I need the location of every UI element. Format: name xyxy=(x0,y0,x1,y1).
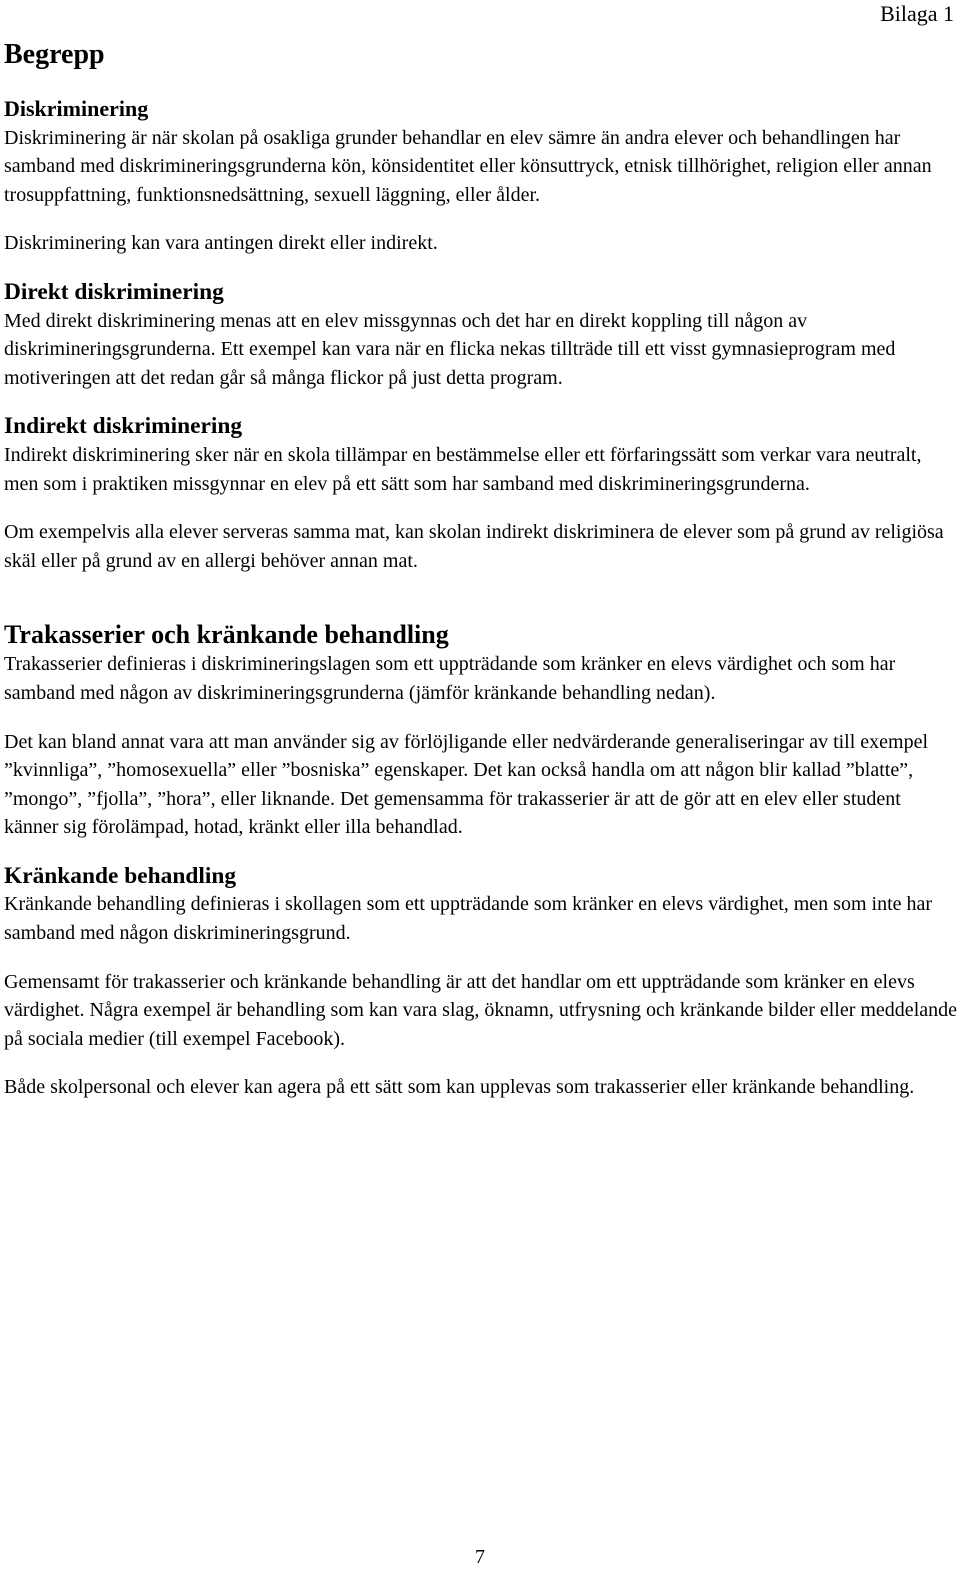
document-body xyxy=(4,95,958,1102)
spacer xyxy=(4,948,958,968)
paragraph-indirekt-definition: Indirekt diskriminering sker när en skola tillämpar en bestämmelse eller ett förfaringssätt som verkar vara neutralt, men som i praktiken missgynnar en elev på ett sätt som har samband med diskrimineringsgrunderna. xyxy=(4,443,922,495)
spacer xyxy=(4,842,958,862)
spacer xyxy=(4,498,958,518)
spacer xyxy=(4,708,958,728)
section-heading-diskriminering: Diskriminering xyxy=(4,96,149,121)
spacer xyxy=(4,209,958,229)
spacer xyxy=(4,575,958,617)
spacer xyxy=(4,258,958,278)
paragraph-krankande-common: Gemensamt för trakasserier och kränkande behandling är att det handlar om ett uppträdande som kränker en elevs värdighet. Några exempel är behandling som kan vara slag, öknamn, utfrysning och kränkande bilder eller meddelande på sociala medier (till exempel Facebook). xyxy=(4,970,957,1050)
section-heading-indirekt: Indirekt diskriminering xyxy=(4,413,243,440)
section-heading-trakasserier: Trakasserier och kränkande behandling xyxy=(4,620,449,650)
paragraph-indirekt-example: Om exempelvis alla elever serveras samma mat, kan skolan indirekt diskriminera de elever som på grund av religiösa skäl eller på grund av en allergi behöver annan mat. xyxy=(4,521,944,572)
paragraph-trakasserier-definition: Trakasserier definieras i diskrimineringslagen som ett uppträdande som kränker en elevs värdighet och som har samband med någon av diskrimineringsgrunderna (jämför kränkande behandling nedan). xyxy=(4,653,896,704)
page-number: 7 xyxy=(475,1546,485,1568)
paragraph-krankande-actors: Både skolpersonal och elever kan agera på ett sätt som kan upplevas som trakasserier eller kränkande behandling. xyxy=(4,1076,915,1099)
page-title: Begrepp xyxy=(4,39,105,70)
spacer xyxy=(4,1053,958,1073)
paragraph-krankande-definition: Kränkande behandling definieras i skollagen som ett uppträdande som kränker en elevs värdighet, men som inte har samband med någon diskrimineringsgrund. xyxy=(4,893,933,945)
paragraph-diskriminering-types: Diskriminering kan vara antingen direkt eller indirekt. xyxy=(4,232,438,255)
spacer xyxy=(4,392,958,412)
section-heading-krankande: Kränkande behandling xyxy=(4,862,237,889)
paragraph-direkt: Med direkt diskriminering menas att en elev missgynnas och det har en direkt koppling till någon av diskrimineringsgrunderna. Ett exempel kan vara när en flicka nekas tillträde till ett visst gymnasieprogram med motiveringen att det redan går så många flickor på just detta program. xyxy=(4,309,896,389)
paragraph-trakasserier-examples: Det kan bland annat vara att man använder sig av förlöjligande eller nedvärderande generaliseringar av till exempel ”kvinnliga”, ”homosexuella” eller ”bosniska” egenskaper. Det kan också handla om att någon blir kallad ”blatte”, ”mongo”, ”fjolla”, ”hora”, eller liknande. Det gemensamma för trakasserier är att de gör att en elev eller student känner sig förolämpad, hotad, kränkt eller illa behandlad. xyxy=(4,730,929,839)
paragraph-diskriminering-definition: Diskriminering är när skolan på osakliga grunder behandlar en elev sämre än andra elever och behandlingen har samband med diskrimineringsgrunderna kön, könsidentitet eller könsuttryck, etnisk tillhörighet, religion eller annan trosuppfattning, funktionsnedsättning, sexuell läggning, eller ålder. xyxy=(4,126,932,206)
attachment-label: Bilaga 1 xyxy=(880,1,954,26)
section-heading-direkt: Direkt diskriminering xyxy=(4,278,224,305)
